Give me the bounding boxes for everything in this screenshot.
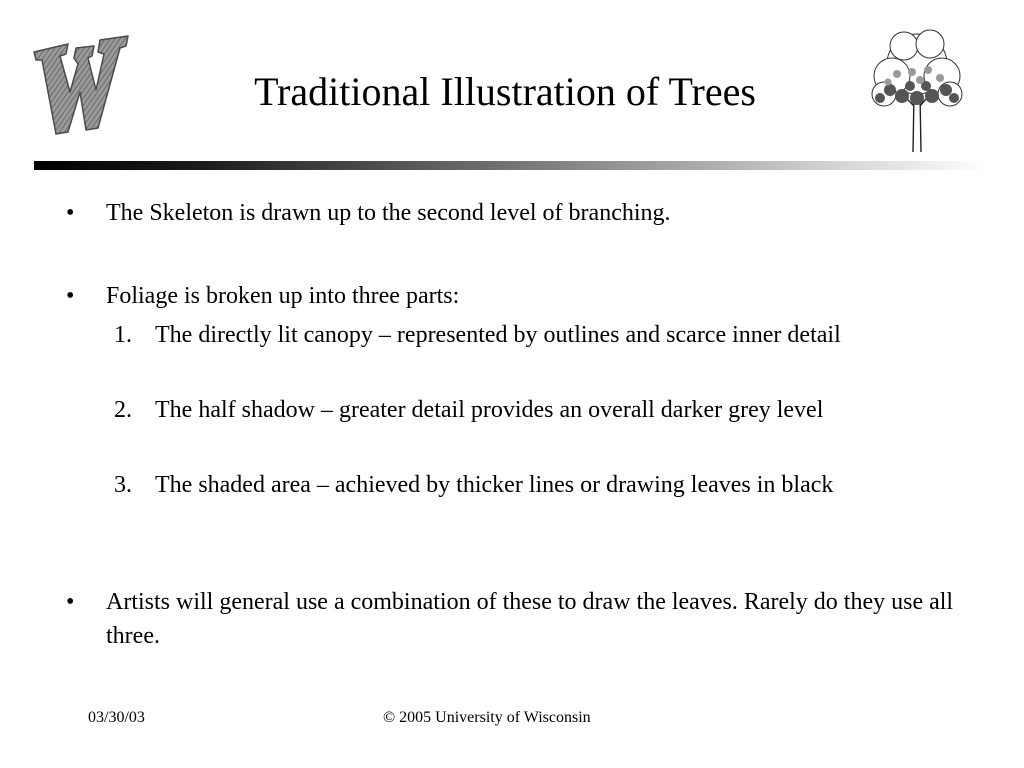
title-divider: [34, 161, 986, 170]
tree-illustration-icon: [862, 24, 972, 154]
item-text: The half shadow – greater detail provides an overall darker grey level: [155, 397, 824, 423]
item-number: 3.: [114, 472, 132, 498]
bullet-text: Artists will general use a combination of these to draw the leaves. Rarely do they use all three.: [106, 589, 954, 649]
bullet-text: The Skeleton is drawn up to the second level of branching.: [106, 200, 671, 226]
item-text: The directly lit canopy – represented by outlines and scarce inner detail: [155, 322, 841, 348]
item-text: The shaded area – achieved by thicker lines or drawing leaves in black: [155, 472, 834, 498]
slide-title: Traditional Illustration of Trees: [254, 69, 756, 114]
item-number: 2.: [114, 397, 132, 423]
bullet-marker: •: [66, 200, 75, 226]
bullet-text: Foliage is broken up into three parts:: [106, 283, 460, 309]
bullet-marker: •: [66, 283, 75, 309]
university-w-logo-icon: [28, 30, 132, 136]
footer-date: 03/30/03: [88, 709, 145, 726]
item-number: 1.: [114, 322, 132, 348]
bullet-marker: •: [66, 589, 75, 615]
footer-copyright: © 2005 University of Wisconsin: [383, 709, 591, 726]
